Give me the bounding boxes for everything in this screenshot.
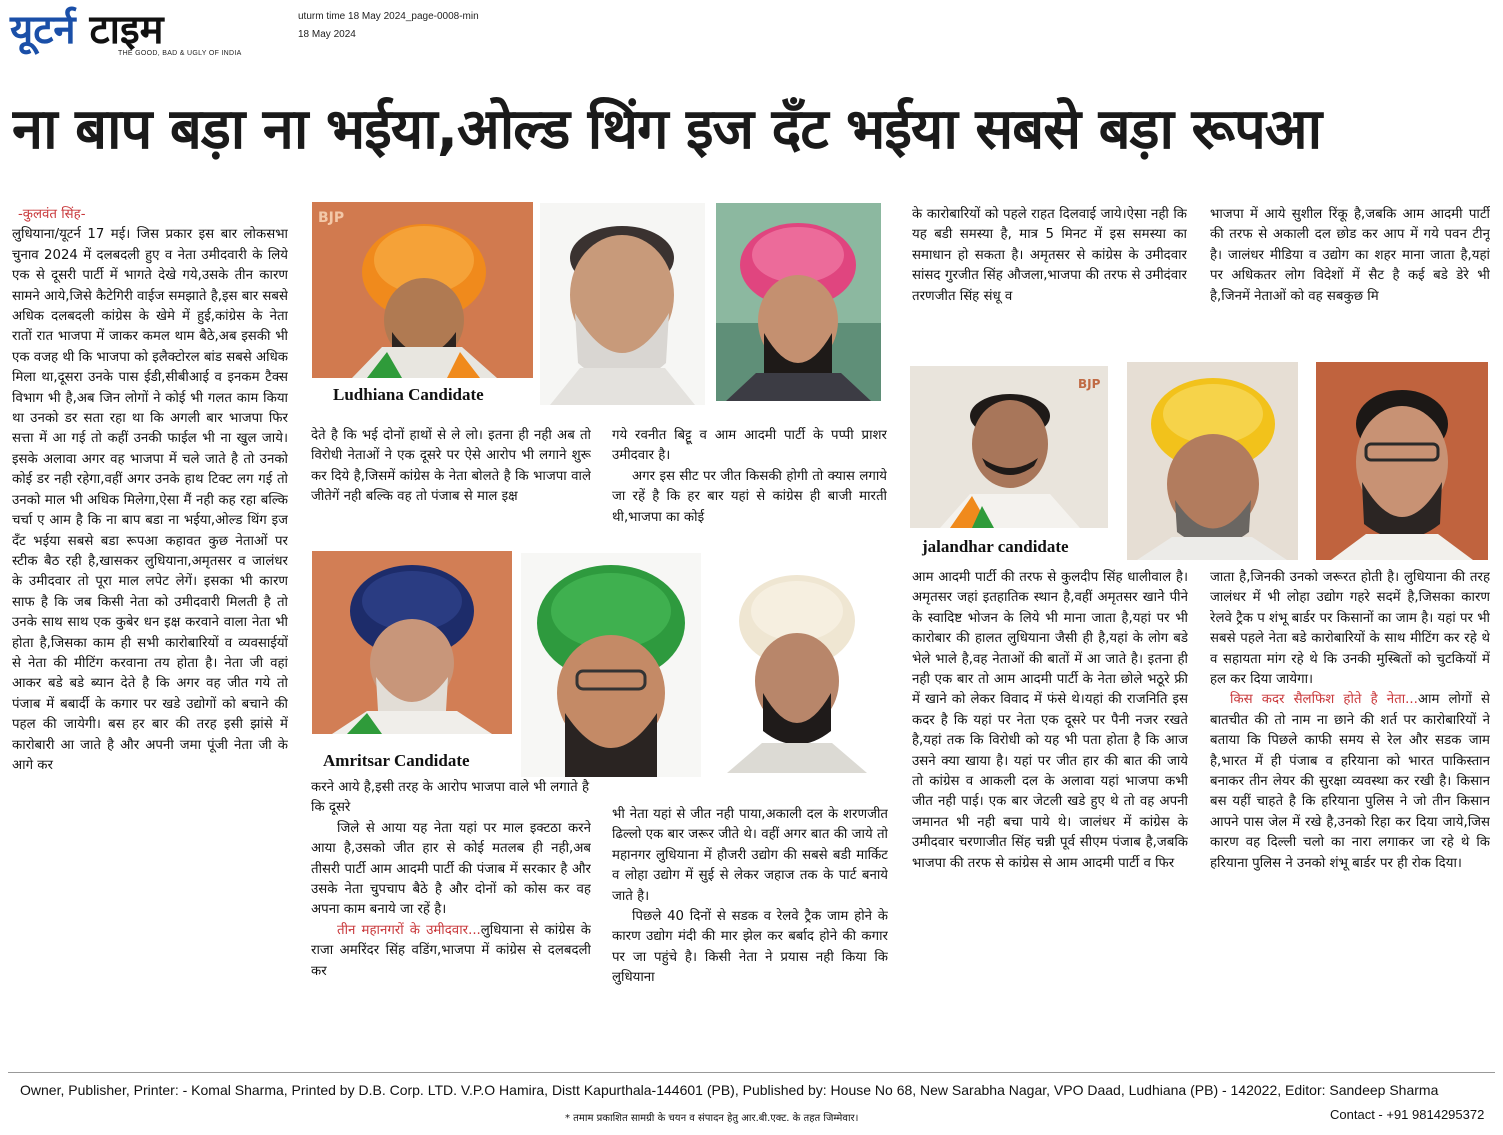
column-3b-text-1: भी नेता यहां से जीत नही पाया,अकाली दल के शरणजीत ढिल्लो एक बार जरूर जीते थे। वहीं अगर बात की जाये तो महानगर लुधियाना में हौजरी उद्योग की सबसे बडी मार्किट व लोहा उद्योग में सुई से लेकर जहाज तक के पार्ट बनाये जाते है। <box>612 807 888 904</box>
column-5b-text-2 <box>1210 690 1490 874</box>
caption-jalandhar: jalandhar candidate <box>922 537 1069 556</box>
column-2b-text-1: करने आये है,इसी तरह के आरोप भाजपा वाले भी लगाते है कि दूसरे <box>311 780 590 816</box>
jalandhar-candidate-photo-3 <box>1316 362 1488 560</box>
subhead-three-metros: तीन महानगरों के उमीदवार... <box>337 922 481 938</box>
column-5a-text: भाजपा में आये सुशील रिंकू है,जबकि आम आदमी पार्टी की तरफ से अकाली दल छोड कर आप में गये पवन टीनू है। जालंधर मीडिया व उद्योग का शहर माना जाता है,यहां पर अधिकतर लोग विदेशों में सैट है कई बडे डेरे भी है,जिनमें नेताओं को वह सबकुछ मि <box>1210 207 1490 304</box>
caption-ludhiana: Ludhiana Candidate <box>333 385 484 404</box>
article-column-4-upper <box>912 205 1187 351</box>
article-column-5-lower <box>1210 568 1490 1068</box>
subhead-selfish-leaders: किस कदर सैलफिश होते है नेता... <box>1230 692 1418 708</box>
column-3a-text-1: गये रवनीत बिट्टू व आम आदमी पार्टी के पप्पी प्राशर उमीदवार है। <box>612 428 887 464</box>
masthead-logo <box>10 8 290 68</box>
jalandhar-candidate-photo-1 <box>910 366 1108 528</box>
issue-date: 18 May 2024 <box>298 29 356 40</box>
column-2b-text-3-body: लुधियाना से कांग्रेस के राजा अमरिंदर सिंह वडिंग,भाजपा में कांग्रेस से दलबदली कर <box>311 922 591 979</box>
amritsar-candidate-photo-2 <box>521 553 701 777</box>
footer-divider <box>8 1072 1495 1073</box>
column-4a-text: के कारोबारियों को पहले राहत दिलवाई जाये।ऐसा नही कि यह बडी समस्या है, मात्र 5 मिनट में इस समस्या का समाधान हो सकता है। अमृतसर से कांग्रेस के उमीदवार सांसद गुरजीत सिंह औजला,भाजपा की तरफ से उमीदंवार तरणजीत सिंह संधू व <box>912 207 1187 304</box>
footer-note: * तमाम प्रकाशित सामग्री के चयन व संपादन हेतु आर.बी.एक्ट. के तहत जिम्मेवार। <box>565 1113 859 1124</box>
file-name: uturm time 18 May 2024_page-0008-min <box>298 11 479 22</box>
logo-part2: टाइम <box>89 7 164 53</box>
page-meta <box>298 8 479 44</box>
article-column-5-upper <box>1210 205 1490 351</box>
footer-imprint: Owner, Publisher, Printer: - Komal Sharma, Printed by D.B. Corp. LTD. V.P.O Hamira, Distt Kapurthala-144601 (PB), Published by: House No 68, New Sarabha Nagar, VPO Daad, Ludhiana (PB) - 142022, Editor: Sandeep Sharma <box>20 1082 1439 1098</box>
article-column-4-lower <box>912 568 1188 1068</box>
byline: -कुलवंत सिंह- <box>18 207 86 222</box>
column-2b-text-2: जिले से आया यह नेता यहां पर माल इक्टठा करने आया है,उसको जीत हार से कोई मतलब ही नही,अब तीसरी पार्टी आम आदमी पार्टी की पंजाब में सरकार है और उसके नेता चुपचाप बैठे है और दोनों को कोस कर वह अपना काम बनाये जा रहें है। <box>311 820 591 918</box>
column-1-text: लुधियाना/यूटर्न 17 मई। जिस प्रकार इस बार लोकसभा चुनाव 2024 में दलबदली हुए व नेता उमीदवारी के लिये एक से दूसरी पार्टी में भागते देखे गये,उसके तीन कारण सामने आये,जिसे कैटेगिरी वाईज समझाते है,इस बार सबसे अधिक दलबदली कांग्रेस के खेमे में हुई,कांग्रेस के नेता रातों रात भाजपा में जाकर कमल थाम बैठे,अब इसकी भी एक वजह थी कि भाजपा को इलैक्टोरल बांड सबसे अधिक मिला था,दूसरा उनके पास ईडी,सीबीआई व इनकम टैक्स विभाग भी है,अब जिन लोगों ने कोई भी गलत काम किया था उनको डर सता रहा था कि अगली बार भाजपा फिर सत्ता में आ गई तो कहीं उनकी फाईल भी ना खुल जाये। इसके अलावा अगर वह भाजपा में चले जाते है तो उनको कोई डर नही रहेगा,वहीं अगर उनके हाथ टिक्ट लग गई तो उनको माल भी अधिक मिलेगा,ऐसा मैं नही कह रहा बल्कि चर्चा ए आम है कि ना बाप बडा ना भईया,ओल्ड थिंग इज दँट भईया सबसे बडा रूपआ कहावत कुछ नेताओं पर स्टीक बैठ रही है,खासकर लुधियाना,अमृतसर व जालंधर के उमीदवार तो पूरा माल लपेट लेगें। इसका भी कारण साफ है कि जब किसी नेता को उमीदवारी मिलती है तो उनके साथ साथ एक कुबेर धन इक्ष करवाने वाला नेता भी होता है,जिसका काम ही सभी कारोबारियों व व्यवसाईयों से नेता की मीटिंग करवाना तय होता है। नेता जी वहां आकर बडे बडे ब्यान देते है कि अगर वह जीत गये तो पंजाब में बबार्दी के कगार पर खडे उद्योगों को बचाने की पहल की जायेगी। बस हर बार की तरह इसी झांसे में कारोबारी आ जाते है और अपनी जमा पूंजी नेता जी के आगे कर <box>12 227 288 773</box>
article-column-3-upper <box>612 426 887 550</box>
article-column-1 <box>12 205 288 1067</box>
column-3a-text-2: अगर इस सीट पर जीत किसकी होगी तो क्यास लगाये जा रहें है कि हर बार यहां से कांग्रेस ही बाजी मारती थी,भाजपा का कोई <box>612 468 887 525</box>
amritsar-candidate-photo-3 <box>707 553 887 773</box>
caption-amritsar: Amritsar Candidate <box>323 751 470 770</box>
ludhiana-candidate-photo-1 <box>312 202 533 378</box>
headline: ना बाप बड़ा ना भईया,ओल्ड थिंग इज दँट भईया सबसे बड़ा रूपआ <box>12 97 1322 162</box>
column-2a-text: देते है कि भई दोनों हाथों से ले लो। इतना ही नही अब तो विरोधी नेताओं ने एक दूसरे पर ऐसे आरोप भी लगाने शुरू कर दिये है,जिसमें कांग्रेस के नेता बोलते है कि भाजपा वाले जीतेगें नही बल्कि वह तो पंजाब से माल इक्ष <box>311 428 591 505</box>
jalandhar-candidate-photo-2 <box>1127 362 1298 560</box>
masthead-tagline: THE GOOD, BAD & UGLY OF INDIA <box>118 50 242 57</box>
ludhiana-candidate-photo-3 <box>716 203 881 401</box>
amritsar-candidate-photo-1 <box>312 551 512 734</box>
logo-part1: यूटर्न <box>10 7 76 53</box>
footer-contact: Contact - +91 9814295372 <box>1330 1107 1485 1122</box>
column-3b-text-2: पिछले 40 दिनों से सडक व रेलवे ट्रैक जाम होने के कारण उद्योग मंदी की मार झेल कर बर्बाद होने की कगार पर जा पहुंचे है। किसी नेता ने प्रयास नही किया कि लुधियाना <box>612 909 888 986</box>
column-5b-text-1: जाता है,जिनकी उनको जरूरत होती है। लुधियाना की तरह जालंधर में भी लोहा उद्योग गहरे सदमें है,जिसका कारण रेलवे ट्रैक प शंभू बार्डर पर किसानों का जाम है। यहां पर भी सबसे पहले नेता बडे कारोबारियों के साथ मीटिंग कर रहे थे व सहायता मांग रहे थे कि उनकी मुस्बितों को चुटकियों में हल कर दिया जायेगा। <box>1210 570 1490 688</box>
column-4b-text: आम आदमी पार्टी की तरफ से कुलदीप सिंह धालीवाल है। अमृतसर जहां इतहातिक स्थान है,वहीं अमृतसर खानेे पीने के स्वादिष्ट भोजन के लिये भी माना जाता है,यहां पर भी कारोबार की हालत लुधियाना जैसी ही है,यहां के लोग बडे भेले भाले है,वह नेताओं की बातों में आ जाते है। इतना ही नही एक बार तो आम आदमी पार्टी के नेता छोले भठूरे फ्री में खाने को लेकर विवाद में फंसे थे।यहां की राजनिति इस कदर है कि यहां पर नेता एक दूसरे पर पैनी नजर रखते है,यहां तक कि विरोधी को यह भी पता होता है कि आज उसने क्या खाया है। यहां पर जीत हार की बात की जाये तो कांग्रेस व आकली दल के अलावा यहां भाजपा कभी जीत नही पाई। एक बार जेटली खडे हुए थे तो वह अपनी जमानत भी नही बचा पाये थे। जालंधर में कांग्रेस के उमीदवार चरणाजीत सिंह चन्नी पूर्व सीएम पंजाब है,जबकि भाजपा की तरफ से कांग्रेस से आम आदमी पार्टी व फिर <box>912 570 1188 871</box>
article-column-3-lower <box>612 805 888 1069</box>
bjp-backdrop-text-2: BJP <box>1078 377 1101 391</box>
bjp-backdrop-text: BJP <box>318 210 345 226</box>
column-5b-text-2-body: आम लोगों से बातचीत की तो नाम ना छाने की शर्त पर कारोबारियों ने बताया कि पिछले काफी समय से रेल और सडक जाम है,भारत में ही पंजाब व हरियाना को भारत पाकिस्तान बनाकर तीन लेयर की सुरक्षा व्यवस्था कर रखी है। किसान बस यहीं चाहते है कि हरियाना पुलिस ने जो तीन किसान आपने पास जेल में रखे है,उनको रिहा कर दिया जाये,जिस कारण वह दिल्ली चलो का नारा लगाकर जा रहे थे कि हरियाना पुलिस ने उनको शंभू बार्डर पर ही रोक दिया। <box>1210 692 1490 871</box>
article-column-2-upper <box>311 426 591 550</box>
ludhiana-candidate-photo-2 <box>540 203 705 405</box>
article-column-2-lower <box>311 778 591 1068</box>
column-2b-text-3 <box>311 921 591 982</box>
